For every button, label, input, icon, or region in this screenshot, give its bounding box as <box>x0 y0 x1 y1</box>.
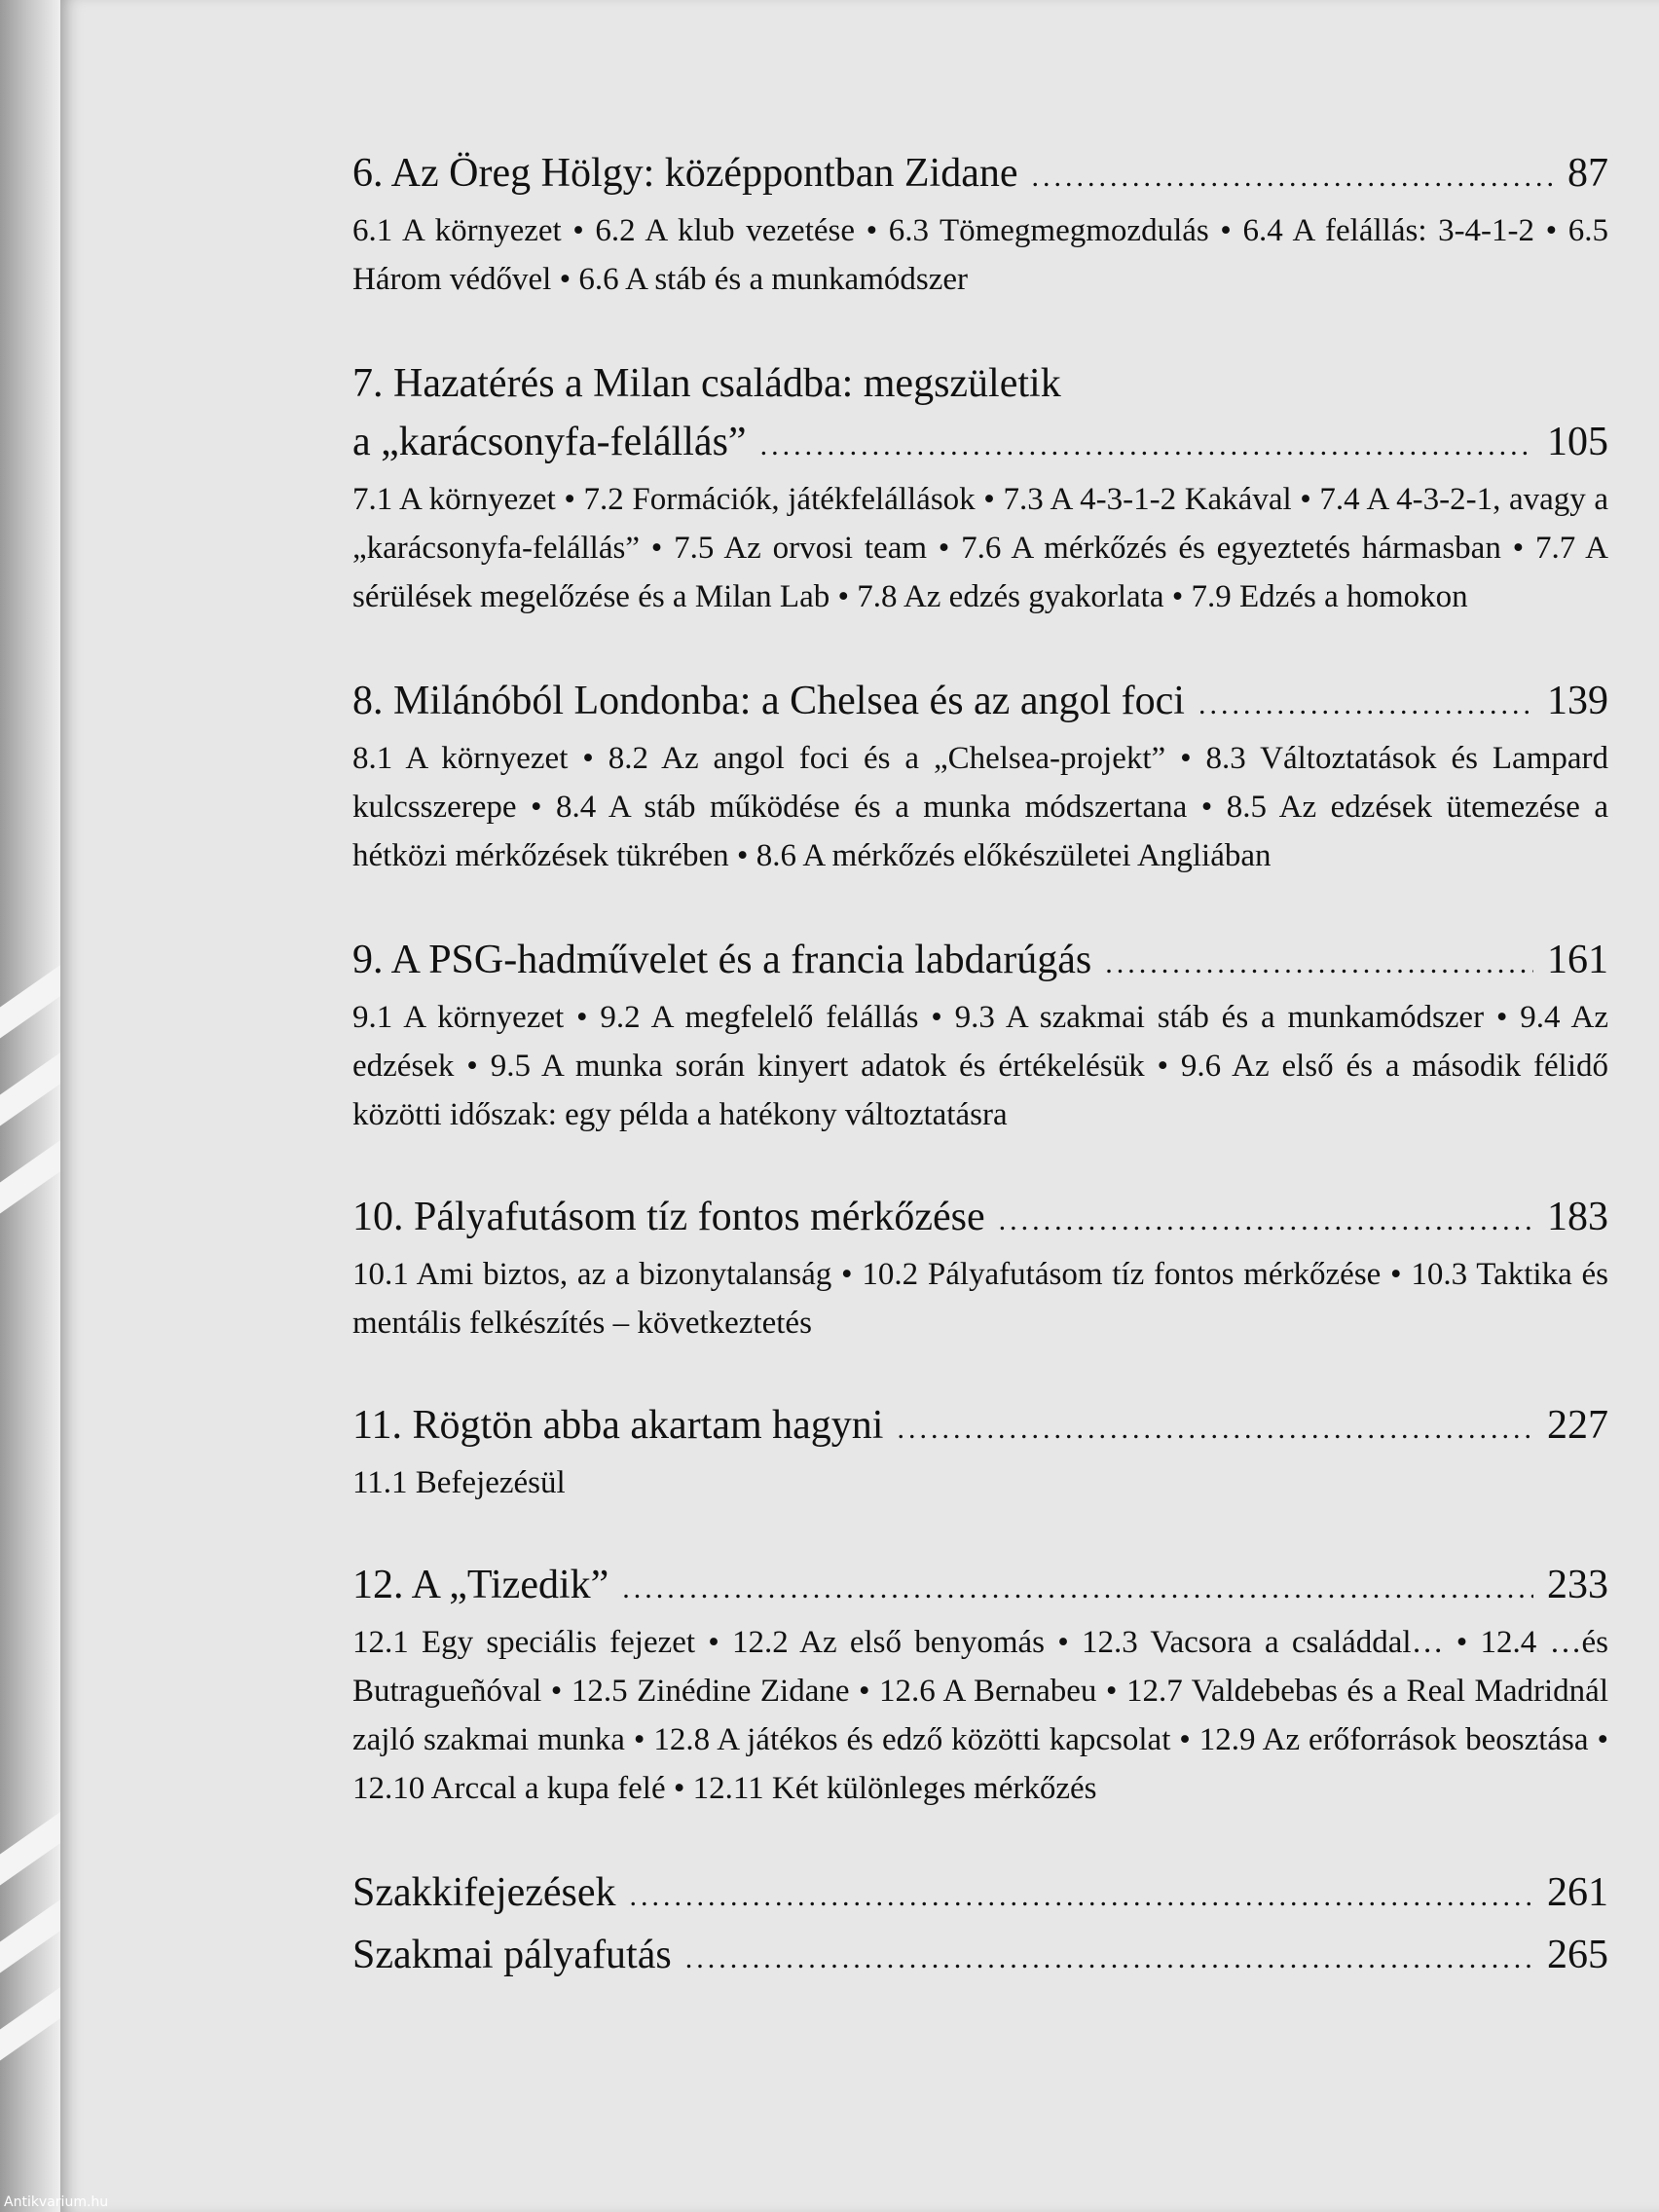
section-list: 7.1 A környezet • 7.2 Formációk, játékfelállások • 7.3 A 4-3-1-2 Kakával • 7.4 A 4-3-2-1, avagy a „karácsonyfa-felállás” • 7.5 Az orvosi team • 7.6 A mérkőzés és egyeztetés hármasban • 7.7 A sérülések megelőzése és a Milan Lab • 7.8 Az edzés gyakorlata • 7.9 Edzés a homokon <box>352 482 1608 614</box>
page-number: 233 <box>1547 1563 1608 1607</box>
leader-dots <box>685 1930 1533 1988</box>
page-number: 183 <box>1547 1195 1608 1239</box>
chapter-title: 12. A „Tizedik” <box>352 1563 609 1607</box>
chapter-title: 10. Pályafutásom tíz fontos mérkőzése <box>352 1195 985 1239</box>
toc-appendix <box>352 1863 1608 1988</box>
page-number: 227 <box>1547 1403 1608 1448</box>
leader-dots <box>999 1192 1533 1250</box>
toc-entry-12 <box>352 1556 1608 1813</box>
section-list: 12.1 Egy speciális fejezet • 12.2 Az első benyomás • 12.3 Vacsora a családdal… • 12.4 …és Butragueñóval • 12.5 Zinédine Zidane • 12.6 A Bernabeu • 12.7 Valdebebas és a Real Madridnál zajló szakmai munka • 12.8 A játékos és edző közötti kapcsolat • 12.9 Az erőforrások beosztása • 12.10 Arccal a kupa felé • 12.11 Két különleges mérkőzés <box>352 1625 1608 1806</box>
section-list: 11.1 Befejezésül <box>352 1465 566 1500</box>
book-spine <box>0 0 60 2212</box>
leader-dots <box>630 1867 1533 1926</box>
page-number: 261 <box>1547 1870 1608 1915</box>
toc-entry-7 <box>352 354 1608 621</box>
page-number: 265 <box>1547 1933 1608 1977</box>
book-page <box>60 0 1659 2212</box>
section-list: 10.1 Ami biztos, az a bizonytalanság • 10.2 Pályafutásom tíz fontos mérkőzése • 10.3 Taktika és mentális felkészítés – következtetés <box>352 1257 1608 1341</box>
leader-dots <box>760 417 1533 475</box>
page-number: 87 <box>1567 151 1608 196</box>
page-number: 161 <box>1547 938 1608 982</box>
section-list: 6.1 A környezet • 6.2 A klub vezetése • 6.3 Tömegmegmozdulás • 6.4 A felállás: 3-4-1-2 • 6.5 Három védővel • 6.6 A stáb és a munkamódszer <box>352 213 1608 297</box>
chapter-title: a „karácsonyfa-felállás” <box>352 420 747 464</box>
toc-entry-11 <box>352 1396 1608 1507</box>
chapter-title: 8. Milánóból Londonba: a Chelsea és az angol foci <box>352 679 1185 723</box>
leader-dots <box>1105 935 1533 993</box>
appendix-title: Szakkifejezések <box>352 1870 616 1915</box>
leader-dots <box>1198 676 1533 734</box>
section-list: 9.1 A környezet • 9.2 A megfelelő felállás • 9.3 A szakmai stáb és a munkamódszer • 9.4 Az edzések • 9.5 A munka során kinyert adatok és értékelésük • 9.6 Az első és a második félidő közötti időszak: egy példa a hatékony változtatásra <box>352 1000 1608 1132</box>
toc-entry-8 <box>352 672 1608 880</box>
leader-dots <box>897 1400 1533 1458</box>
toc-entry-6 <box>352 144 1608 304</box>
appendix-title: Szakmai pályafutás <box>352 1933 672 1977</box>
toc-entry-9 <box>352 931 1608 1139</box>
chapter-title-first-line: 7. Hazatérés a Milan családba: megszületik <box>352 361 1061 406</box>
chapter-title: 11. Rögtön abba akartam hagyni <box>352 1403 884 1448</box>
toc-entry-10 <box>352 1188 1608 1347</box>
table-of-contents <box>352 144 1608 1988</box>
section-list: 8.1 A környezet • 8.2 Az angol foci és a „Chelsea-projekt” • 8.3 Változtatások és Lampard kulcsszerepe • 8.4 A stáb működése és a munka módszertana • 8.5 Az edzések ütemezése a hétközi mérkőzések tükrében • 8.6 A mérkőzés előkészületei Angliában <box>352 741 1608 873</box>
page-number: 139 <box>1547 679 1608 723</box>
leader-dots <box>1031 148 1554 206</box>
page-number: 105 <box>1547 420 1608 464</box>
leader-dots <box>622 1560 1533 1618</box>
watermark: Antikvarium.hu <box>4 2194 109 2210</box>
chapter-title: 6. Az Öreg Hölgy: középpontban Zidane <box>352 151 1018 196</box>
chapter-title: 9. A PSG-hadművelet és a francia labdarúgás <box>352 938 1092 982</box>
